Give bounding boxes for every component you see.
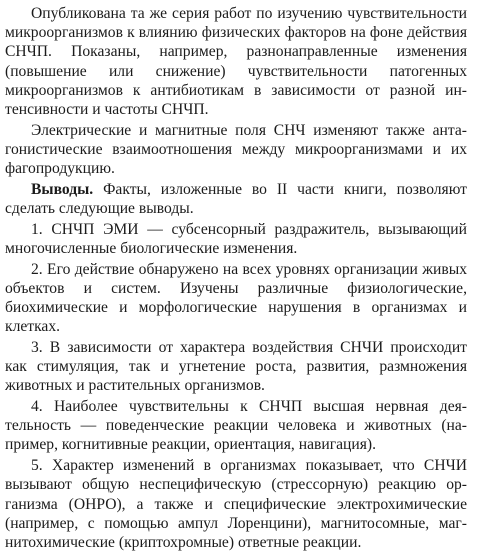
conclusion-item-4 xyxy=(5,397,467,455)
conclusion-item-3 xyxy=(5,338,467,396)
conclusions-lead: Выводы. xyxy=(31,180,94,198)
paragraph-text: 4. Наиболее чувствительны к СНЧП высшая нервная деятельность — поведенческие реакции человека и животных (например, когнитивные реакции, ориентация, навигация). xyxy=(5,398,467,454)
paragraph-text: Электрические и магнитные поля СНЧ изменяют также антагонистические взаимоотношения между микроорганизмами и их фагопродукцию. xyxy=(5,121,467,178)
paragraph-text: Факты, изложенные во II части книги, позволяют сделать следующие выводы. xyxy=(5,180,467,218)
conclusion-item-1 xyxy=(5,220,467,258)
paragraph-text: 2. Его действие обнаружено на всех уровнях организации живых объектов и систем. Изучены различные физиологические, биохимические и морфологические нарушения в организмах и клетках. xyxy=(5,260,467,336)
paragraph-text: Опубликована та же серия работ по изучению чувствительности микроорганизмов к влиянию физических факторов на фоне действия СНЧП. Показаны, например, разнонаправленные изменения (повышение или снижение) чувствительности патогенных микроорганизмов к антибиотикам в зависимости от разной интенсивности и частоты СНЧП. xyxy=(5,5,467,119)
paragraph-fields xyxy=(5,121,467,179)
paragraph-text: 3. В зависимости от характера воздействия СНЧИ происходит как стимуляция, так и угнетение роста, развития, размножения животных и растительных организмов. xyxy=(5,338,467,395)
conclusion-item-5 xyxy=(5,456,467,552)
paragraph-text: 1. СНЧП ЭМИ — субсенсорный раздражитель, вызывающий многочисленные биологические изменения. xyxy=(5,220,467,257)
conclusion-item-2 xyxy=(5,260,467,337)
document-page xyxy=(5,4,467,552)
paragraph-conclusions-heading xyxy=(5,180,467,218)
paragraph-text: 5. Характер изменений в организмах показывает, что СНЧИ вызывают общую неспецифическую (стрессорную) реакцию организма (ОНРО), а также и специфические электрохимические (например, с помощью ампул Лоренцини), магнитосомные, магнитохимические (криптохромные) ответные реакции. xyxy=(5,457,467,551)
paragraph-intro xyxy=(5,4,467,119)
